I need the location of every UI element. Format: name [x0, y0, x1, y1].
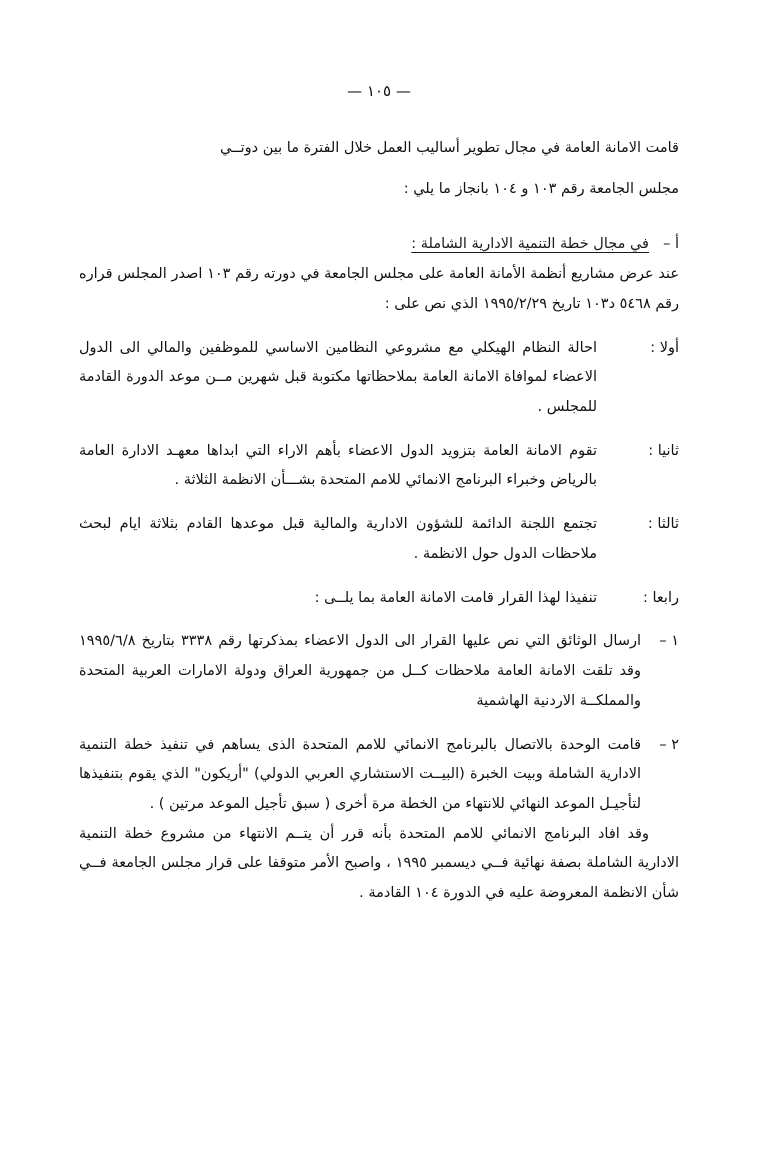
closing-paragraph: وقد افاد البرنامج الانمائي للامم المتحدة بأنه قرر أن يتــم الانتهاء من مشروع خطة التنمية الادارية الشاملة بصفة نهائية فــي ديسمبر ١٩٩٥ ، واصبح الأمر متوقفا على قرار مجلس الجامعة فــي شأن الانظمة المعروضة عليه في الدورة ١٠٤ القادمة .	[79, 825, 679, 902]
item-awwalan-text: احالة النظام الهيكلي مع مشروعي النظامين الاساسي للموظفين والمالي الى الدول الاعضاء لموافاة الامانة العامة بملاحظاتها مكتوبة قبل شهرين مــن موعد الدورة القادمة للمجلس .	[79, 339, 597, 416]
item-thaniyan-marker: ثانيا :	[648, 442, 679, 459]
numbered-item-1-marker: ١ –	[659, 633, 679, 650]
numbered-item-1	[79, 627, 679, 716]
item-thalithan-text: تجتمع اللجنة الدائمة للشؤون الادارية والمالية قبل موعدها القادم بثلاثة ايام لبحث ملاحظات الدول حول الانظمة .	[79, 516, 597, 562]
item-awwalan	[79, 334, 679, 423]
item-thalithan	[79, 510, 679, 569]
intro-line-1: قامت الامانة العامة في مجال تطوير أساليب العمل خلال الفترة ما بين دوتــي	[220, 140, 679, 156]
numbered-item-1-text: ارسال الوثائق التي نص عليها القرار الى الدول الاعضاء بمذكرتها رقم ٣٣٣٨ بتاريخ ١٩٩٥/٦/٨ وقد تلقت الامانة العامة ملاحظات كــل من جمهورية العراق ودولة الامارات العربية المتحدة والمملكــة الاردنية الهاشمية	[79, 633, 641, 709]
intro-line-2: مجلس الجامعة رقم ١٠٣ و ١٠٤ بانجاز ما يلي :	[403, 180, 679, 197]
section-a	[79, 230, 679, 260]
item-thaniyan-text: تقوم الامانة العامة بتزويد الدول الاعضاء بأهم الاراء التي ابداها معهـد الادارة العامة بالرياض وخبراء البرنامج الانمائي للامم المتحدة بشـــأن الانظمة الثلاثة .	[79, 442, 597, 489]
item-rabian	[79, 584, 679, 614]
document-body	[79, 100, 679, 909]
item-thalithan-marker: ثالثا :	[647, 516, 679, 533]
item-thaniyan	[79, 437, 679, 496]
item-awwalan-marker: أولا :	[650, 339, 679, 356]
numbered-item-2-marker: ٢ –	[659, 736, 679, 753]
numbered-item-2	[79, 731, 679, 820]
document-page	[0, 82, 758, 1160]
page-number: — ١٠٥ —	[347, 82, 411, 100]
section-a-heading: في مجال خطة التنمية الادارية الشاملة :	[411, 236, 649, 253]
section-a-marker: أ –	[663, 236, 679, 253]
section-a-paragraph: عند عرض مشاريع أنظمة الأمانة العامة على مجلس الجامعة في دورته رقم ١٠٣ اصدر المجلس قراره رقم ٥٤٦٨ د١٠٣ تاريخ ١٩٩٥/٢/٢٩ الذي نص على :	[79, 266, 679, 312]
item-rabian-text: تنفيذا لهذا القرار قامت الامانة العامة بما يلــى :	[314, 589, 597, 606]
item-rabian-marker: رابعا :	[643, 589, 679, 606]
numbered-item-2-text: قامت الوحدة بالاتصال بالبرنامج الانمائي للامم المتحدة الذى يساهم في تنفيذ خطة التنمية الادارية الشاملة وبيت الخبرة (البيــت الاستشاري العربي الدولي) "أريكون" الذي يقوم بتنفيذها لتأجيـل الموعد النهائي للانتهاء من الخطة مرة أخرى ( سبق تأجيل الموعد مرتين ) .	[79, 736, 641, 812]
